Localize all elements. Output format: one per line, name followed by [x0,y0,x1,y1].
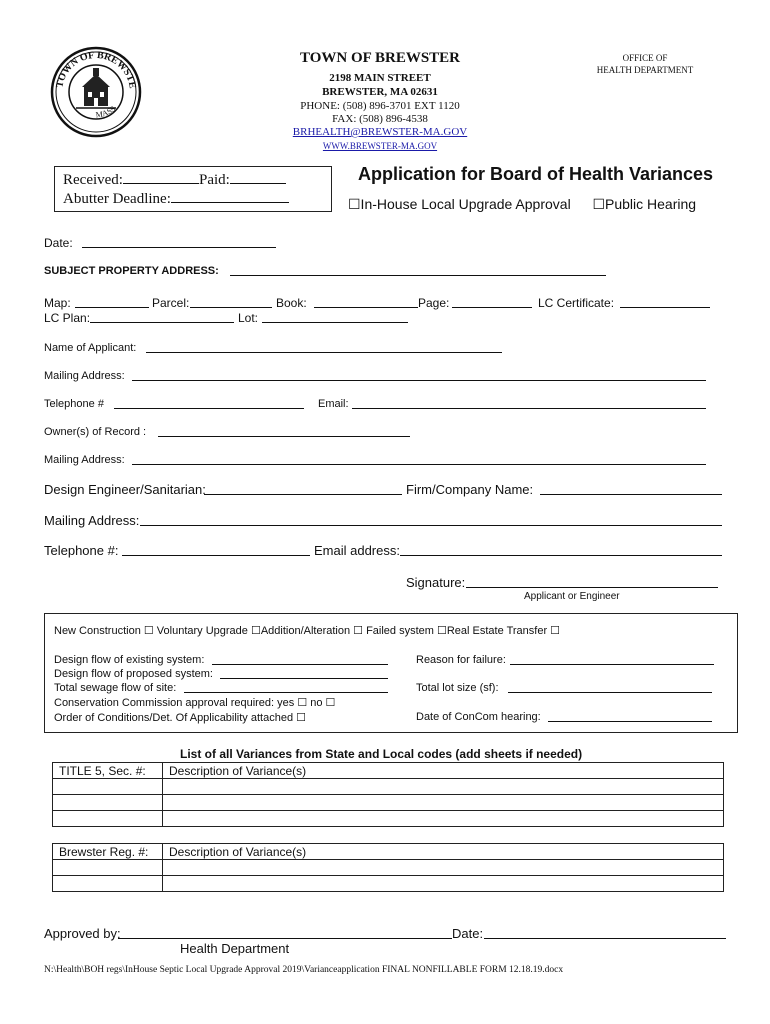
parcel-label: Parcel: [152,296,190,310]
table-row [53,763,724,779]
proposed-design-flow-field[interactable] [220,678,388,679]
lot-size-field[interactable] [508,692,712,693]
street-address: 2198 MAIN STREET [329,72,431,84]
office-line-2: HEALTH DEPARTMENT [596,65,694,75]
applicant-name-field[interactable] [146,352,502,353]
firm-name-field[interactable] [540,494,722,495]
email-field[interactable] [352,408,706,409]
design-engineer-field[interactable] [204,494,402,495]
health-department-caption: Health Department [180,941,290,956]
table-row [53,795,724,811]
page-label: Page: [418,296,450,310]
engineer-mailing-address-label: Mailing Address: [44,513,140,528]
svg-text:MASS: MASS [95,104,118,120]
page-field[interactable] [452,307,532,308]
received-field[interactable] [123,172,199,184]
table-cell[interactable] [163,811,724,827]
table-cell[interactable] [163,779,724,795]
table-cell[interactable] [163,876,724,892]
abutter-deadline-label: Abutter Deadline: [63,191,171,207]
table-row [53,779,724,795]
city-state-zip: BREWSTER, MA 02631 [322,86,438,98]
mailing-address-field[interactable] [132,380,706,381]
email-link[interactable]: BRHEALTH@BREWSTER-MA.GOV [292,126,468,138]
existing-design-flow-label: Design flow of existing system: [54,654,205,666]
approved-by-field[interactable] [118,938,452,939]
received-label: Received: [63,172,123,188]
phone-number: PHONE: (508) 896-3701 EXT 1120 [300,100,460,112]
applicant-name-label: Name of Applicant: [44,342,137,354]
firm-name-label: Firm/Company Name: [406,482,534,497]
table-cell[interactable] [53,779,163,795]
website-link[interactable]: WWW.BREWSTER-MA.GOV [322,141,438,151]
table-cell[interactable] [53,795,163,811]
telephone-label: Telephone # [44,398,104,410]
proposed-design-flow-label: Design flow of proposed system: [54,668,213,680]
concom-approval-label[interactable]: Conservation Commission approval required: yes ☐ no ☐ [54,697,336,709]
engineer-telephone-label: Telephone #: [44,543,119,558]
town-seal-logo [50,46,142,138]
table-header-cell: Description of Variance(s) [163,763,724,779]
signature-field[interactable] [466,587,718,588]
reason-for-failure-label: Reason for failure: [416,654,506,666]
owner-mailing-address-label: Mailing Address: [44,454,125,466]
town-name: TOWN OF BREWSTER [299,50,461,66]
received-box [54,166,332,212]
table-row [53,844,724,860]
table-header-cell: Description of Variance(s) [163,844,724,860]
engineer-telephone-field[interactable] [122,555,310,556]
sewage-flow-label: Total sewage flow of site: [54,682,177,694]
public-hearing-checkbox[interactable]: ☐Public Hearing [592,196,697,212]
concom-date-field[interactable] [548,721,712,722]
paid-label: Paid: [198,172,230,188]
sewage-flow-field[interactable] [184,692,388,693]
reason-for-failure-field[interactable] [510,664,714,665]
lc-plan-label: LC Plan: [44,311,91,325]
abutter-deadline-field[interactable] [171,191,289,203]
lot-label: Lot: [238,311,259,325]
lc-certificate-field[interactable] [620,307,710,308]
telephone-field[interactable] [114,408,304,409]
office-line-1: OFFICE OF [622,53,668,63]
map-label: Map: [44,296,71,310]
file-path-footer: N:\Health\BOH regs\InHouse Septic Local Upgrade Approval 2019\Varianceapplication FINAL NONFILLABLE FORM 12.18.19.docx [44,965,564,975]
signature-caption: Applicant or Engineer [524,591,620,602]
title5-variance-table [52,762,724,827]
project-type-options[interactable]: New Construction ☐ Voluntary Upgrade ☐Addition/Alteration ☐ Failed system ☐Real Estate Transfer ☐ [54,625,561,637]
svg-text:TOWN OF BREWSTER: TOWN OF BREWSTE [54,49,138,90]
lc-certificate-label: LC Certificate: [538,296,615,310]
table-header-cell: TITLE 5, Sec. #: [53,763,163,779]
table-row [53,860,724,876]
design-engineer-label: Design Engineer/Sanitarian: [44,482,206,497]
variances-heading: List of all Variances from State and Local codes (add sheets if needed) [180,747,583,761]
table-cell[interactable] [53,876,163,892]
engineer-email-field[interactable] [400,555,722,556]
table-cell[interactable] [53,860,163,876]
table-row [53,876,724,892]
existing-design-flow-field[interactable] [212,664,388,665]
book-field[interactable] [314,307,418,308]
date-label: Date: [44,236,73,250]
lot-field[interactable] [262,322,408,323]
approval-date-label: Date: [452,926,484,941]
engineer-email-label: Email address: [314,543,400,558]
fax-number: FAX: (508) 896-4538 [332,113,428,125]
order-of-conditions-label[interactable]: Order of Conditions/Det. Of Applicability attached ☐ [54,712,306,724]
lc-plan-field[interactable] [90,322,234,323]
subject-address-label: SUBJECT PROPERTY ADDRESS: [44,265,219,277]
parcel-field[interactable] [190,307,272,308]
in-house-checkbox[interactable]: ☐In-House Local Upgrade Approval [348,196,571,212]
table-cell[interactable] [163,795,724,811]
approved-by-label: Approved by: [44,926,121,941]
email-label: Email: [318,398,349,410]
owners-label: Owner(s) of Record : [44,426,147,438]
book-label: Book: [276,296,307,310]
table-cell[interactable] [163,860,724,876]
table-row [53,811,724,827]
signature-label: Signature: [406,575,466,590]
engineer-mailing-address-field[interactable] [140,525,722,526]
office-name [585,52,705,76]
mailing-address-label: Mailing Address: [44,370,125,382]
date-field[interactable] [82,247,276,248]
subject-address-field[interactable] [230,275,606,276]
approval-date-field[interactable] [484,938,726,939]
paid-field[interactable] [230,172,286,184]
approval-type-options [348,196,696,213]
owner-mailing-address-field[interactable] [132,464,706,465]
table-cell[interactable] [53,811,163,827]
table-header-cell: Brewster Reg. #: [53,844,163,860]
concom-date-label: Date of ConCom hearing: [416,711,541,723]
brewster-reg-variance-table [52,843,724,892]
map-field[interactable] [75,307,149,308]
lot-size-label: Total lot size (sf): [416,682,499,694]
owners-field[interactable] [158,436,410,437]
form-title: Application for Board of Health Variances [358,164,714,184]
